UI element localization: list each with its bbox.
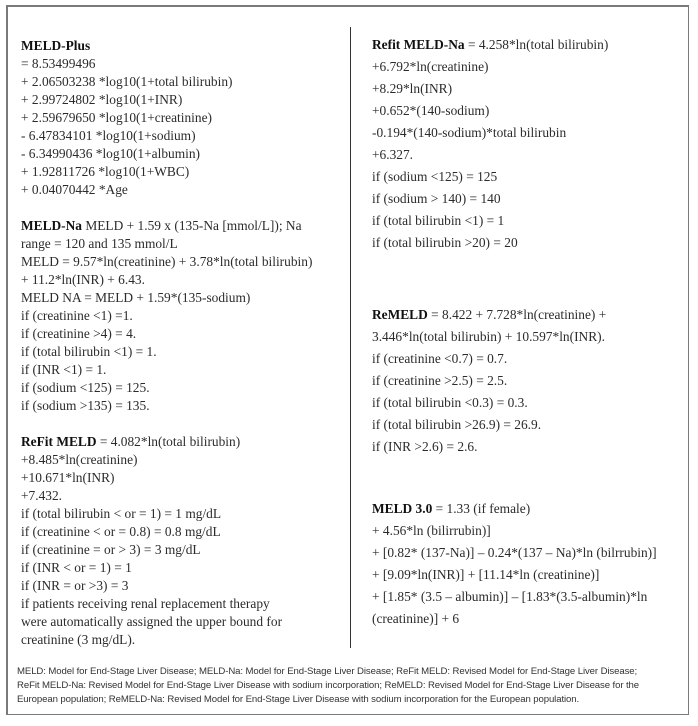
formula-line: if (creatinine >2.5) = 2.5. <box>372 373 508 388</box>
refit-meld-na-block <box>372 34 687 254</box>
formula-line: +8.485*ln(creatinine) <box>21 452 138 467</box>
formula-line: if (creatinine < or = 0.8) = 0.8 mg/dL <box>21 524 221 539</box>
formula-line: +7.432. <box>21 488 63 503</box>
formula-line: creatinine (3 mg/dL). <box>21 632 136 647</box>
formula-line: - 6.34990436 *log10(1+albumin) <box>21 146 201 161</box>
spacer <box>21 415 346 433</box>
formula-line: if (creatinine <0.7) = 0.7. <box>372 351 508 366</box>
meld-3-title-rest: = 1.33 (if female) <box>432 501 531 516</box>
remeld-block <box>372 304 687 458</box>
formula-line: if (INR >2.6) = 2.6. <box>372 439 478 454</box>
right-column <box>372 34 687 630</box>
formula-line: MELD NA = MELD + 1.59*(135-sodium) <box>21 290 251 305</box>
formula-line: (creatinine)] + 6 <box>372 611 460 626</box>
refit-meld-block <box>21 433 346 649</box>
formula-line: were automatically assigned the upper bound for <box>21 614 283 629</box>
formula-line: if (total bilirubin <1) = 1. <box>21 344 157 359</box>
formula-line: if (sodium <125) = 125. <box>21 380 150 395</box>
formula-line: if (sodium >135) = 135. <box>21 398 150 413</box>
spacer <box>372 458 687 498</box>
formula-line: + 2.06503238 *log10(1+total bilirubin) <box>21 74 233 89</box>
left-column <box>21 37 346 649</box>
formula-line: +10.671*ln(INR) <box>21 470 115 485</box>
meld-na-title: MELD-Na <box>21 218 82 233</box>
formula-line: range = 120 and 135 mmol/L <box>21 236 178 251</box>
formula-line: if (creatinine >4) = 4. <box>21 326 137 341</box>
remeld-title: ReMELD <box>372 307 428 322</box>
formula-line: +0.652*(140-sodium) <box>372 103 490 118</box>
refit-meld-title-rest: = 4.082*ln(total bilirubin) <box>96 434 241 449</box>
formula-line: if (total bilirubin < or = 1) = 1 mg/dL <box>21 506 222 521</box>
formula-line: + 2.59679650 *log10(1+creatinine) <box>21 110 212 125</box>
refit-meld-na-heading-line <box>372 34 687 56</box>
footnote-line: European population; ReMELD-Na: Revised Model for End-Stage Liver Disease with sodium incorporation for the European population. <box>17 694 580 705</box>
formula-line: if patients receiving renal replacement therapy <box>21 596 270 611</box>
abbreviations-footnote <box>17 665 685 707</box>
formula-line: if (INR <1) = 1. <box>21 362 107 377</box>
refit-meld-heading-line <box>21 433 346 451</box>
formula-line: + 4.56*ln (bilirrubin)] <box>372 523 491 538</box>
formula-line: if (INR < or = 1) = 1 <box>21 560 132 575</box>
formula-line: + [1.85* (3.5 – albumin)] – [1.83*(3.5-albumin)*ln <box>372 589 648 604</box>
formula-line: if (creatinine = or > 3) = 3 mg/dL <box>21 542 201 557</box>
meld-plus-title: MELD-Plus <box>21 38 91 53</box>
formula-line: if (creatinine <1) =1. <box>21 308 133 323</box>
meld-na-heading-line <box>21 217 346 235</box>
footnote-line: ReFit MELD-Na: Revised Model for End-Stage Liver Disease with sodium incorporation; ReMELD: Revised Model for End-Stage Liver Disease for the <box>17 680 640 691</box>
remeld-title-rest: = 8.422 + 7.728*ln(creatinine) + <box>427 307 607 322</box>
refit-meld-na-title: Refit MELD-Na <box>372 37 465 52</box>
footnote-line: MELD: Model for End-Stage Liver Disease; MELD-Na: Model for End-Stage Liver Disease; ReFit MELD: Revised Model for End-Stage Liver Disease; <box>17 666 638 677</box>
formula-line: + 2.99724802 *log10(1+INR) <box>21 92 183 107</box>
meld-plus-block <box>21 37 346 199</box>
formula-line: if (sodium > 140) = 140 <box>372 191 501 206</box>
remeld-heading-line <box>372 304 687 326</box>
formula-line: MELD = 9.57*ln(creatinine) + 3.78*ln(total bilirubin) <box>21 254 313 269</box>
formula-line: if (total bilirubin <1) = 1 <box>372 213 505 228</box>
meld-3-block <box>372 498 687 630</box>
formula-line: = 8.53499496 <box>21 56 96 71</box>
formula-line: +6.792*ln(creatinine) <box>372 59 489 74</box>
formula-line: +8.29*ln(INR) <box>372 81 453 96</box>
meld-3-heading-line <box>372 498 687 520</box>
formula-line: if (total bilirubin >20) = 20 <box>372 235 518 250</box>
meld-na-block <box>21 217 346 415</box>
formula-line: + 11.2*ln(INR) + 6.43. <box>21 272 145 287</box>
formula-line: + [9.09*ln(INR)] + [11.14*ln (creatinine)] <box>372 567 600 582</box>
refit-meld-title: ReFit MELD <box>21 434 97 449</box>
formula-line: if (total bilirubin >26.9) = 26.9. <box>372 417 542 432</box>
formula-line: if (total bilirubin <0.3) = 0.3. <box>372 395 528 410</box>
formula-line: + 0.04070442 *Age <box>21 182 128 197</box>
formula-line: + 1.92811726 *log10(1+WBC) <box>21 164 190 179</box>
formula-line: 3.446*ln(total bilirubin) + 10.597*ln(INR). <box>372 329 605 344</box>
column-divider <box>350 27 351 648</box>
meld-na-title-rest: MELD + 1.59 x (135-Na [mmol/L]); Na <box>82 218 302 233</box>
refit-meld-na-title-rest: = 4.258*ln(total bilirubin) <box>464 37 609 52</box>
formula-line: if (sodium <125) = 125 <box>372 169 498 184</box>
formula-line: -0.194*(140-sodium)*total bilirubin <box>372 125 567 140</box>
spacer <box>372 254 687 304</box>
formula-line: + [0.82* (137-Na)] – 0.24*(137 – Na)*ln (bilrrubin)] <box>372 545 657 560</box>
meld-3-title: MELD 3.0 <box>372 501 433 516</box>
spacer <box>21 199 346 217</box>
formula-line: - 6.47834101 *log10(1+sodium) <box>21 128 196 143</box>
formula-line: +6.327. <box>372 147 414 162</box>
formula-line: if (INR = or >3) = 3 <box>21 578 129 593</box>
